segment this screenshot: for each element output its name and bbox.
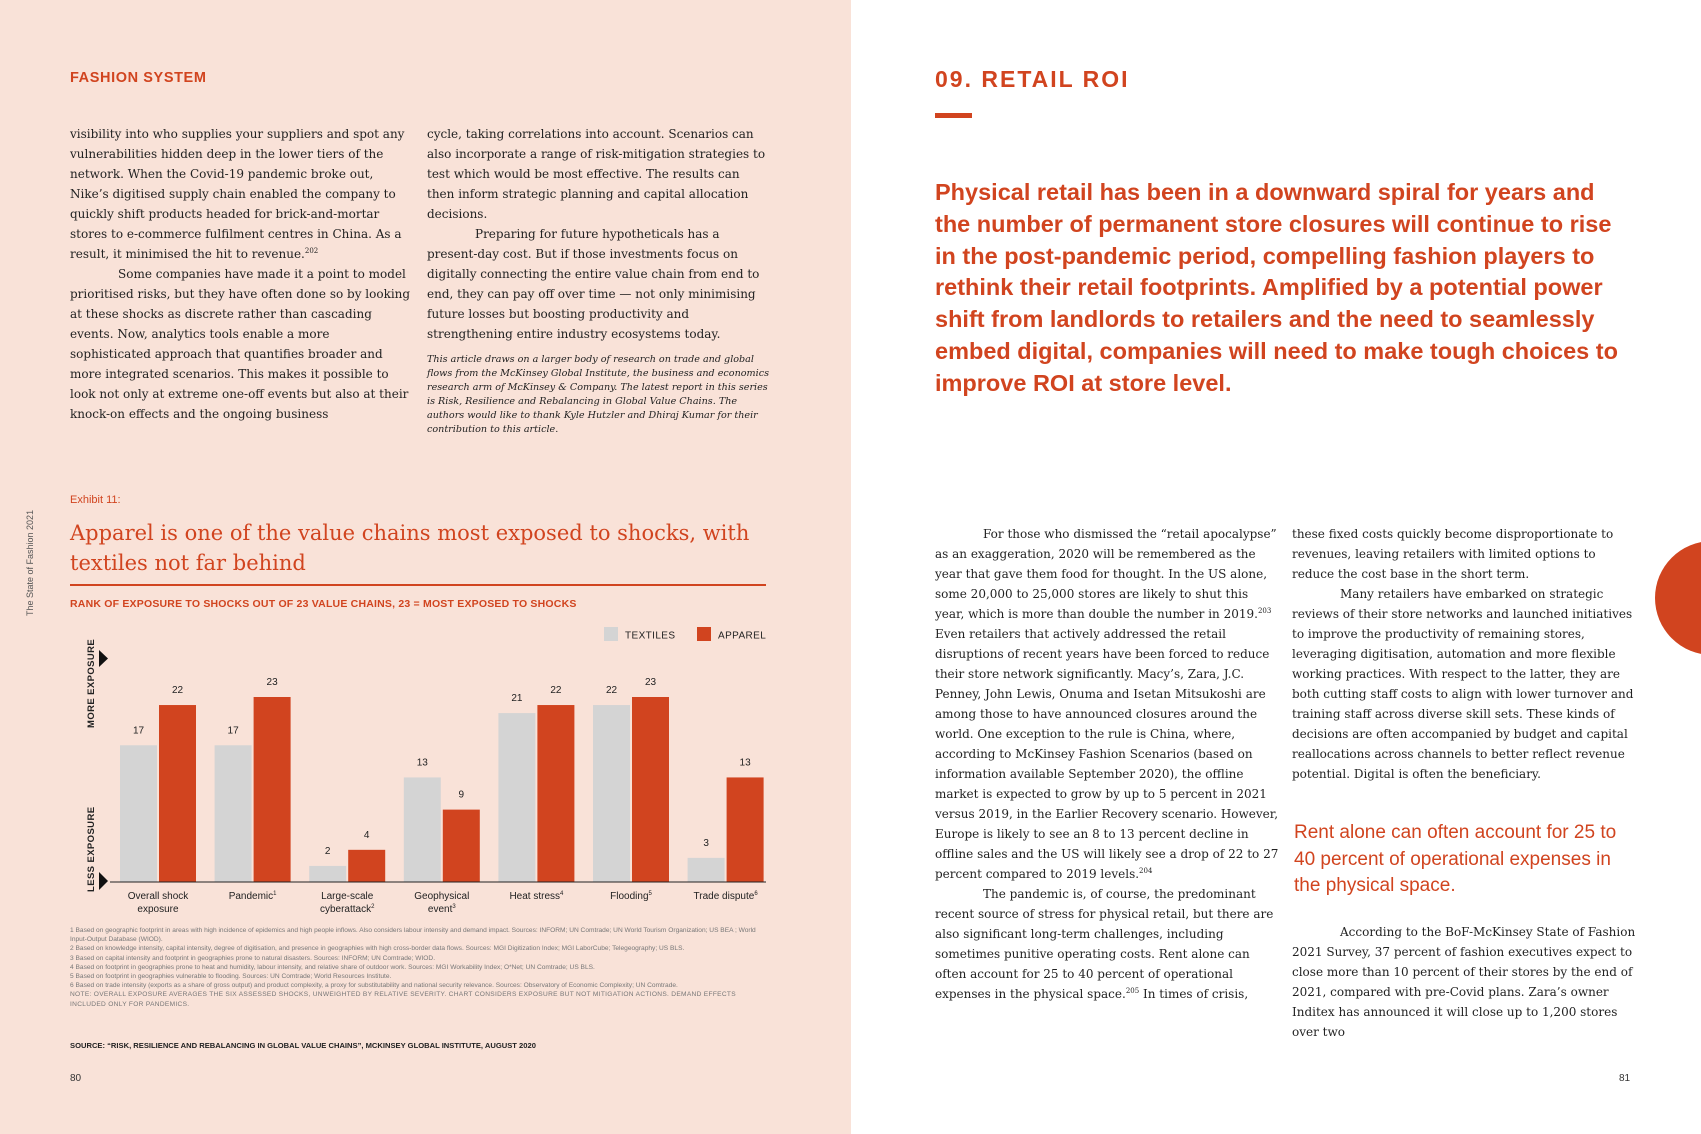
section-tag: FASHION SYSTEM bbox=[70, 70, 207, 86]
data-label-apparel: 23 bbox=[266, 677, 278, 688]
bar-apparel bbox=[254, 697, 291, 882]
axis-label-more-exposure: MORE EXPOSURE bbox=[86, 638, 97, 728]
legend-swatch-textiles bbox=[604, 627, 618, 641]
paragraph: According to the BoF-McKinsey State of Fashion 2021 Survey, 37 percent of fashion executives expect to close more than 10 percent of their stores by the end of 2021, compared with pre-Covid plans. Zara’s owner Inditex has announced it will close up to 1,200 stores over two bbox=[1292, 925, 1636, 1039]
axis-arrow-bottom bbox=[99, 872, 108, 890]
category-label: Overall shock bbox=[127, 891, 189, 902]
bar-apparel bbox=[632, 697, 669, 882]
chart-note: NOTE: OVERALL EXPOSURE AVERAGES THE SIX ASSESSED SHOCKS, UNWEIGHTED BY RELATIVE SEVERITY. CHART CONSIDERS EXPOSURE BUT NOT MITIGATION ACTIONS. DEMAND EFFECTS INCLUDED ONLY FOR PANDEMICS. bbox=[70, 991, 736, 1008]
side-running-title: The State of Fashion 2021 bbox=[25, 509, 35, 616]
pull-quote: Rent alone can often account for 25 to 40 percent of operational expenses in the physical space. bbox=[1294, 822, 1617, 896]
footnote: 5 Based on footprint in geographies vulnerable to flooding. Sources: UN Comtrade; World Resources Institute. bbox=[70, 973, 392, 981]
footnote-ref: 205 bbox=[1125, 987, 1140, 995]
paragraph: Many retailers have embarked on strategic reviews of their store networks and launched initiatives to improve the productivity of remaining stores, leveraging digitisation, automation and more flexible working practices. With respect to the latter, they are both cutting staff costs to align with lower turnover and training staff across diverse skill sets. These kinds of decisions are often accompanied by budget and capital reallocations across channels to better reflect revenue potential. Digital is often the beneficiary. bbox=[1292, 587, 1634, 781]
footnote: 1 Based on geographic footprint in areas with high incidence of epidemics and high people inflows. Also considers labour intensity and demand impact. Sources: INFORM; UN Comtrade; UN World Tourism Organization; US BEA ; World Input-Output Database (WIOD). bbox=[70, 927, 756, 944]
paragraph: Preparing for future hypotheticals has a present-day cost. But if those investments focus on digitally connecting the entire value chain from end to end, they can pay off over time — not only minimising future losses but boosting productivity and strengthening entire industry ecosystems today. bbox=[427, 227, 760, 341]
axis-label-less-exposure: LESS EXPOSURE bbox=[86, 806, 97, 892]
footnote: 2 Based on knowledge intensity, capital intensity, degree of digitisation, and presence in geographies with high cross-border data flows. Sources: MGI Digitization Index; MGI LaborCube; Telegeography; US BLS. bbox=[70, 945, 685, 953]
category-label-line2: exposure bbox=[137, 904, 179, 915]
data-label-textiles: 17 bbox=[227, 725, 239, 737]
paragraph: The pandemic is, of course, the predominant recent source of stress for physical retail, but there are also significant long-term challenges, including sometimes punitive operating costs. Rent alone can often account for 25 to 40 percent of operational expenses in the physical space.$^{205}$ In times of crisis, bbox=[935, 887, 1274, 1001]
paragraph: For those who dismissed the “retail apocalypse” as an exaggeration, 2020 will be remembered as the year that gave them food for thought. In the US alone, some 20,000 to 25,000 stores are likely to shut this year, which is more than double the number in 2019.$^{203}$ Even retailers that actively addressed the retail disruptions of recent years have been forced to reduce their store network significantly. Macy’s, Zara, J.C. Penney, John Lewis, Onuma and Isetan Mitsukoshi are among those to have announced closures around the world. One exception to the rule is China, where, according to McKinsey Fashion Scenarios (based on information available September 2020), the offline market is expected to grow by up to 5 percent in 2021 versus 2019, in the Earlier Recovery scenario. However, Europe is likely to see an 8 to 13 percent decline in offline sales and the US will likely see a drop of 22 to 27 percent compared to 2019 levels.$^{204}$ bbox=[935, 527, 1279, 881]
body-column-right-2 bbox=[1292, 524, 1637, 784]
data-label-apparel: 22 bbox=[550, 685, 562, 697]
bar-apparel bbox=[348, 850, 385, 882]
body-column-right-2-continued bbox=[1292, 922, 1637, 1042]
chart-footnotes bbox=[70, 926, 770, 1009]
bar-textiles bbox=[120, 745, 157, 882]
category-label-line2: event$^3$ bbox=[427, 904, 456, 915]
paragraph: visibility into who supplies your suppliers and spot any vulnerabilities hidden deep in the lower tiers of the network. When the Covid-19 pandemic broke out, Nike’s digitised supply chain enabled the company to quickly shift products headed for brick-and-mortar stores to e-commerce fulfilment centres in China. As a result, it minimised the hit to revenue.$^{202}$ bbox=[70, 127, 405, 261]
footnote: 6 Based on trade intensity (exports as a share of gross output) and product complexity, a proxy for substitutability and national security relevance. Sources: Observatory of Economic Complexity; UN Comtrade. bbox=[70, 982, 678, 990]
chapter-title: 09. RETAIL ROI bbox=[935, 66, 1130, 92]
article-note: This article draws on a larger body of research on trade and global flows from the McKinsey Global Institute, the business and economics research arm of McKinsey & Company. The latest report in this series is Risk, Resilience and Rebalancing in Global Value Chains. The authors would like to thank Kyle Hutzler and Dhiraj Kumar for their contribution to this article. bbox=[427, 354, 769, 435]
bar-textiles bbox=[404, 777, 441, 882]
chart-source: SOURCE: “RISK, RESILIENCE AND REBALANCING IN GLOBAL VALUE CHAINS”, MCKINSEY GLOBAL INSTITUTE, AUGUST 2020 bbox=[70, 1041, 536, 1050]
category-label: Geophysical bbox=[414, 891, 470, 902]
legend-label-textiles: TEXTILES bbox=[625, 630, 676, 642]
footnote-ref: 202 bbox=[304, 247, 319, 255]
page-number-right: 81 bbox=[1619, 1073, 1631, 1084]
bar-apparel bbox=[537, 705, 574, 882]
data-label-textiles: 2 bbox=[324, 845, 331, 857]
category-label: Flooding$^5$ bbox=[610, 891, 652, 902]
paragraph: these fixed costs quickly become disproportionate to revenues, leaving retailers with limited options to reduce the cost base in the short term. bbox=[1292, 527, 1614, 581]
chart-subtitle: RANK OF EXPOSURE TO SHOCKS OUT OF 23 VALUE CHAINS, 23 = MOST EXPOSED TO SHOCKS bbox=[70, 598, 577, 610]
exhibit-rule bbox=[70, 584, 766, 586]
data-label-apparel: 22 bbox=[171, 685, 184, 697]
data-label-textiles: 17 bbox=[132, 725, 145, 737]
category-label: Trade dispute$^6$ bbox=[693, 891, 758, 902]
bar-apparel bbox=[443, 810, 480, 882]
legend-swatch-apparel bbox=[697, 627, 711, 641]
paragraph: Some companies have made it a point to model prioritised risks, but they have often done so by looking at these shocks as discrete rather than cascading events. Now, analytics tools enable a more sophisticated approach that quantifies broader and more integrated scenarios. This makes it possible to look not only at extreme one-off events but also at their knock-on effects and the ongoing business bbox=[70, 267, 411, 421]
bar-apparel bbox=[727, 777, 764, 882]
category-label: Heat stress$^4$ bbox=[509, 891, 564, 902]
data-label-textiles: 22 bbox=[605, 685, 618, 697]
data-label-textiles: 21 bbox=[511, 693, 523, 705]
footnote-ref: 204 bbox=[1139, 867, 1153, 875]
body-column-left-1 bbox=[70, 124, 414, 424]
bar-textiles bbox=[215, 745, 252, 882]
legend-label-apparel: APPAREL bbox=[718, 630, 767, 642]
data-label-textiles: 13 bbox=[416, 757, 428, 769]
data-label-textiles: 3 bbox=[703, 837, 709, 849]
data-label-apparel: 23 bbox=[644, 677, 657, 688]
bar-textiles bbox=[593, 705, 630, 882]
page-number-left: 80 bbox=[70, 1073, 82, 1084]
bar-chart bbox=[0, 600, 851, 930]
body-column-right-1 bbox=[935, 524, 1280, 1004]
category-label-line2: cyberattack$^2$ bbox=[319, 904, 375, 915]
category-label: Pandemic$^1$ bbox=[228, 891, 277, 902]
data-label-apparel: 9 bbox=[458, 789, 465, 801]
exhibit-title: Apparel is one of the value chains most exposed to shocks, with textiles not far behind bbox=[70, 521, 750, 575]
body-column-left-2 bbox=[427, 124, 769, 437]
footnote-ref: 203 bbox=[1257, 607, 1272, 615]
axis-arrow-top bbox=[99, 650, 108, 667]
bar-textiles bbox=[309, 866, 346, 882]
chapter-rule bbox=[935, 113, 972, 118]
bar-textiles bbox=[688, 858, 725, 882]
data-label-apparel: 13 bbox=[739, 757, 751, 769]
paragraph: cycle, taking correlations into account. Scenarios can also incorporate a range of risk-mitigation strategies to test which would be most effective. The results can then inform strategic planning and capital allocation decisions. bbox=[427, 127, 766, 221]
bar-textiles bbox=[498, 713, 535, 882]
category-label: Large-scale bbox=[321, 891, 374, 902]
exhibit-label: Exhibit 11: bbox=[70, 494, 121, 506]
footnote: 3 Based on capital intensity and footprint in geographies prone to natural disasters. Sources: INFORM; UN Comtrade; WIOD. bbox=[70, 954, 436, 962]
data-label-apparel: 4 bbox=[363, 829, 370, 841]
lead-paragraph: Physical retail has been in a downward spiral for years and the number of permanent store closures will continue to rise in the post-pandemic period, compelling fashion players to rethink their retail footprints. Amplified by a potential power shift from landlords to retailers and the need to seamlessly embed digital, companies will need to make tough choices to improve ROI at store level. bbox=[935, 179, 1618, 396]
bar-apparel bbox=[159, 705, 196, 882]
footnote: 4 Based on footprint in geographies prone to heat and humidity, labour intensity, and relative share of outdoor work. Sources: MGI Workability Index; O*Net; UN Comtrade; US BLS. bbox=[70, 963, 595, 971]
